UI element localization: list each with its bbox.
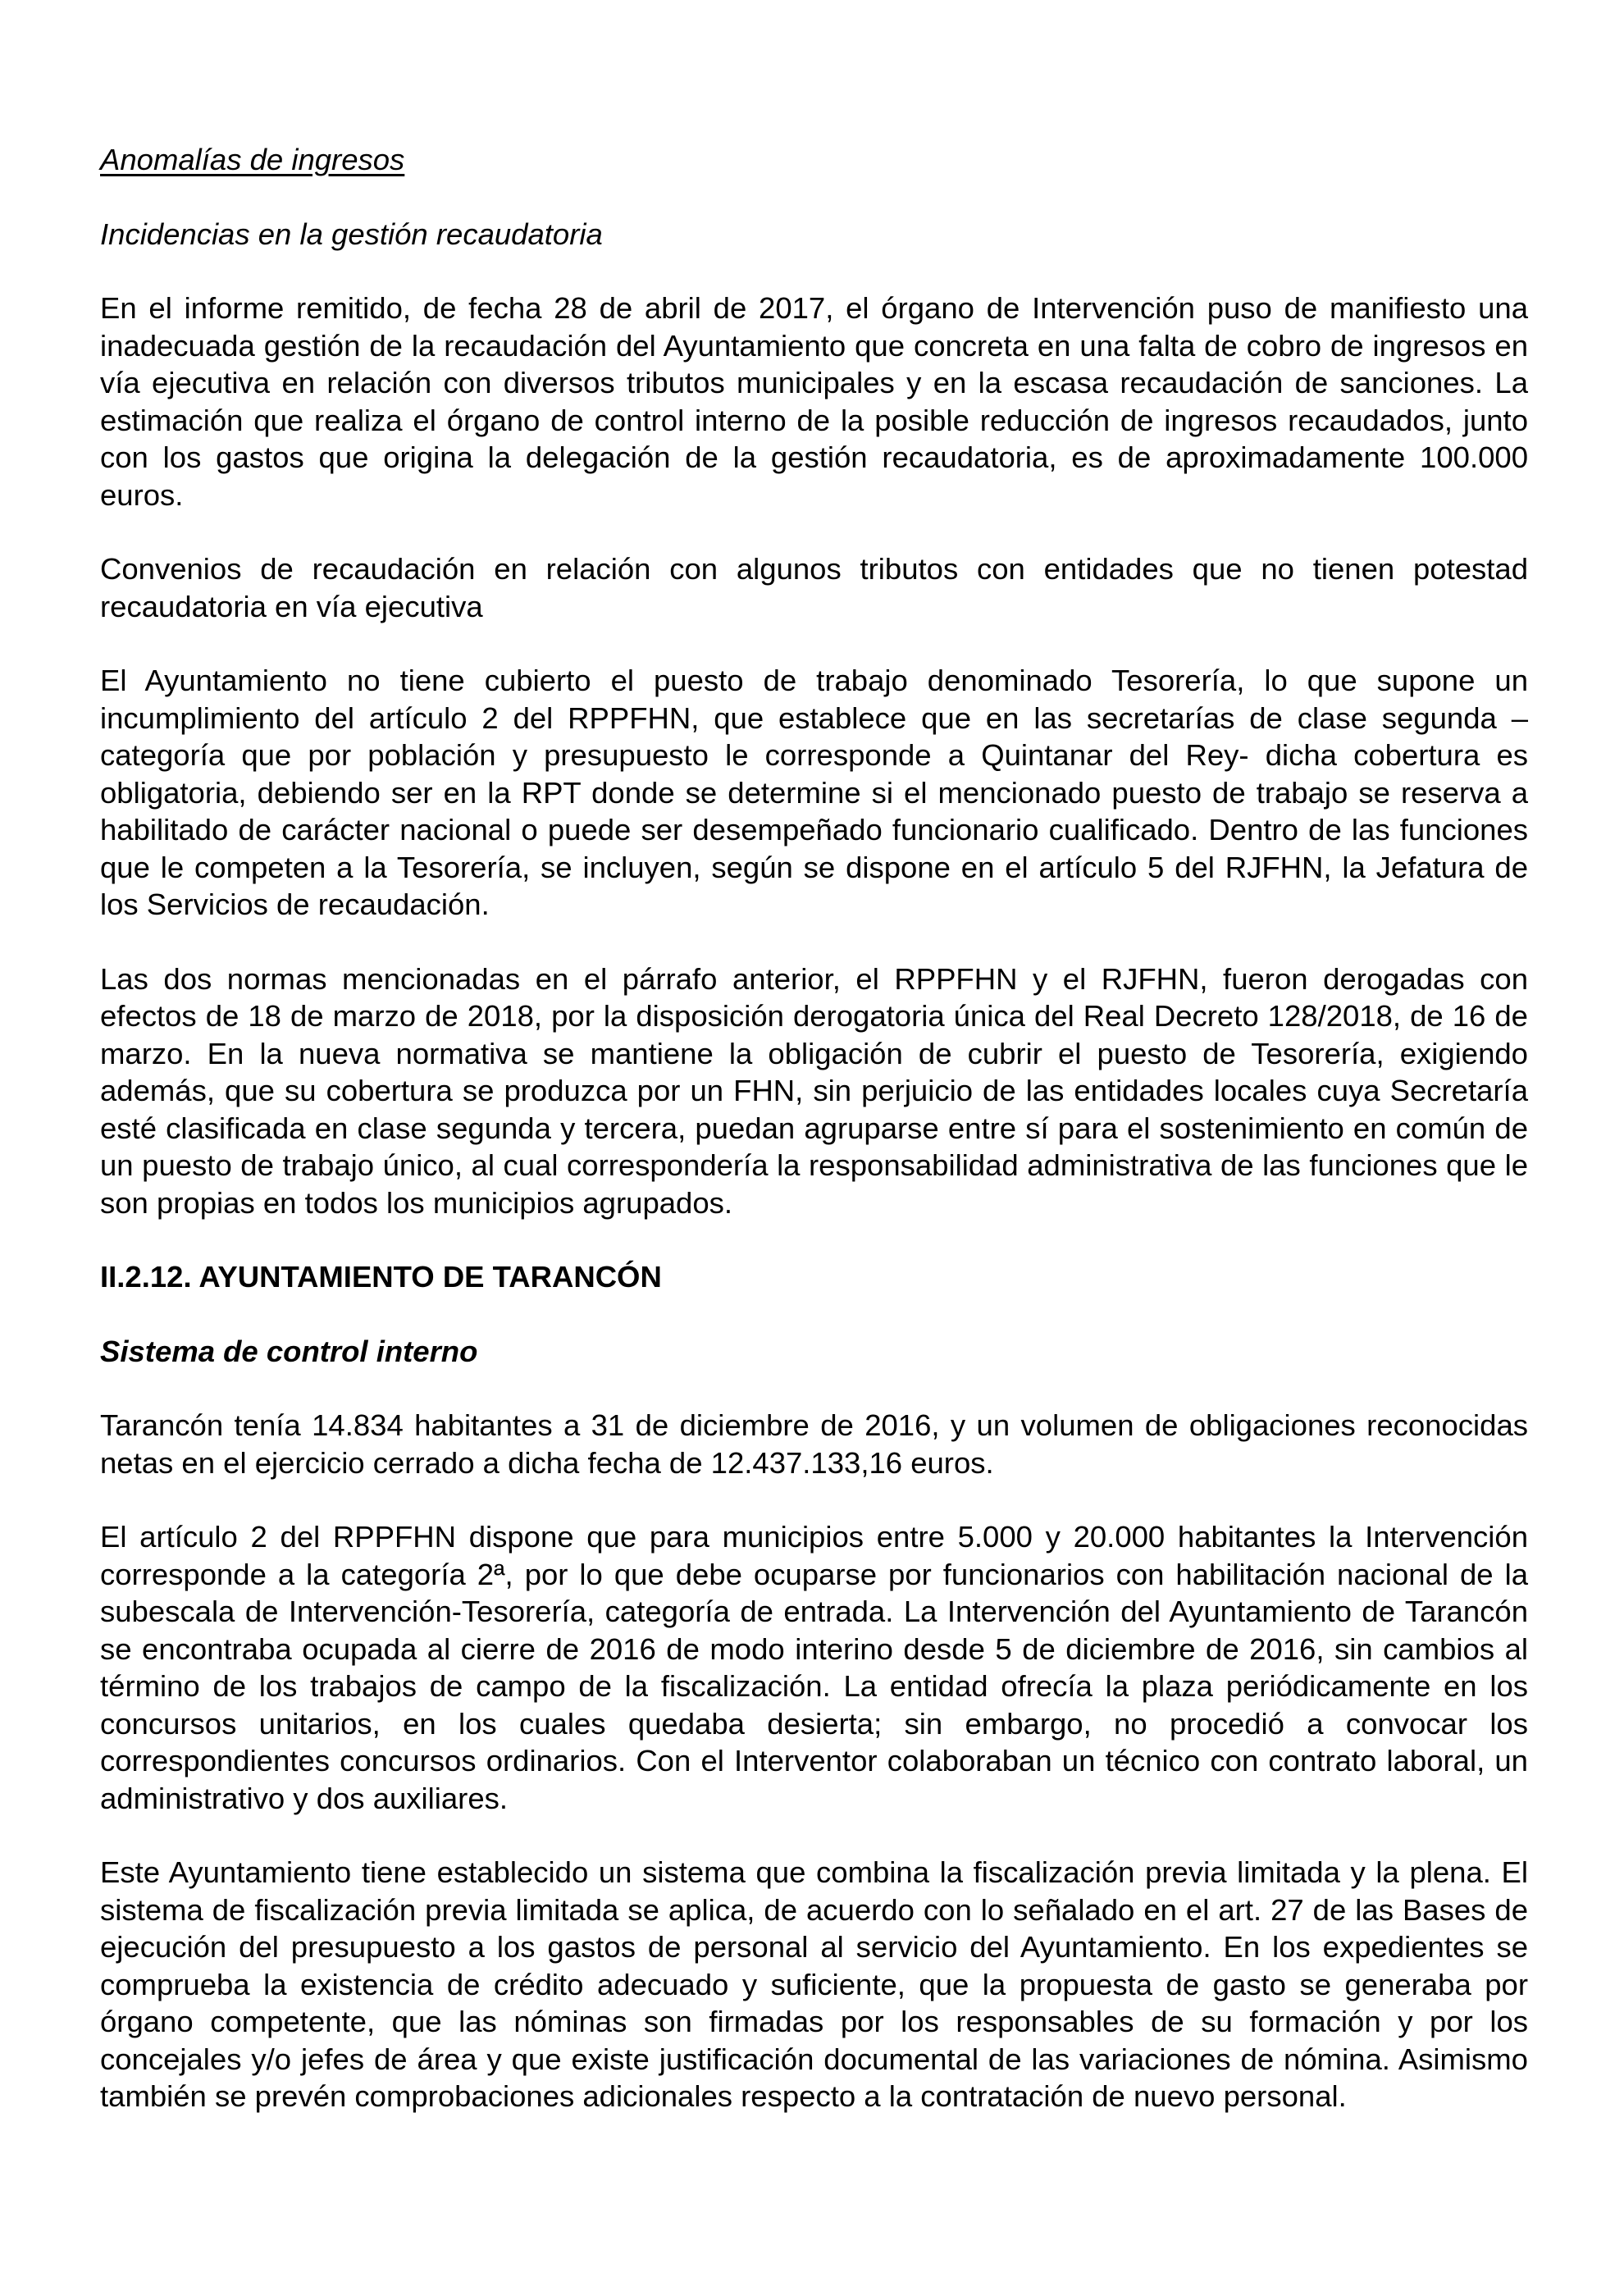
paragraph-habitantes: Tarancón tenía 14.834 habitantes a 31 de diciembre de 2016, y un volumen de obligaciones reconocidas netas en el ejercicio cerrado a dicha fecha de 12.437.133,16 euros.: [100, 1408, 1528, 1480]
paragraph-normas-derogadas: Las dos normas mencionadas en el párrafo anterior, el RPPFHN y el RJFHN, fueron derogadas con efectos de 18 de marzo de 2018, por la disposición derogatoria única del Real Decreto 128/2018, de 16 de marzo. En la nueva normativa se mantiene la obligación de cubrir el puesto de Tesorería, exigiendo además, que su cobertura se produzca por un FHN, sin perjuicio de las entidades locales cuya Secretaría esté clasificada en clase segunda y tercera, puedan agruparse entre sí para el sostenimiento en común de un puesto de trabajo único, al cual correspondería la responsabilidad administrativa de las funciones que le son propias en todos los municipios agrupados.: [100, 961, 1528, 1220]
paragraph-puesto-tesoreria: El Ayuntamiento no tiene cubierto el puesto de trabajo denominado Tesorería, lo que supone un incumplimiento del artículo 2 del RPPFHN, que establece que en las secretarías de clase segunda –categoría que por población y presupuesto le corresponde a Quintanar del Rey- dicha cobertura es obligatoria, debiendo ser en la RPT donde se determine si el mencionado puesto de trabajo se reserva a habilitado de carácter nacional o puede ser desempeñado funcionario cualificado. Dentro de las funciones que le competen a la Tesorería, se incluyen, según se dispone en el artículo 5 del RJFHN, la Jefatura de los Servicios de recaudación.: [100, 664, 1528, 921]
heading-incidencias-gestion-recaudatoria: Incidencias en la gestión recaudatoria: [100, 217, 603, 251]
document-page: [100, 141, 1528, 2115]
heading-anomalias-de-ingresos: Anomalías de ingresos: [100, 143, 405, 176]
paragraph-sistema-fiscalizacion: Este Ayuntamiento tiene establecido un sistema que combina la fiscalización previa limitada y la plena. El sistema de fiscalización previa limitada se aplica, de acuerdo con lo señalado en el art. 27 de las Bases de ejecución del presupuesto a los gastos de personal al servicio del Ayuntamiento. En los expedientes se comprueba la existencia de crédito adecuado y suficiente, que la propuesta de gasto se generaba por órgano competente, que las nóminas son firmadas por los responsables de su formación y por los concejales y/o jefes de área y que existe justificación documental de las variaciones de nómina. Asimismo también se prevén comprobaciones adicionales respecto a la contratación de nuevo personal.: [100, 1855, 1528, 2113]
paragraph-informe-intervencion: En el informe remitido, de fecha 28 de abril de 2017, el órgano de Intervención puso de manifiesto una inadecuada gestión de la recaudación del Ayuntamiento que concreta en una falta de cobro de ingresos en vía ejecutiva en relación con diversos tributos municipales y en la escasa recaudación de sanciones. La estimación que realiza el órgano de control interno de la posible reducción de ingresos recaudados, junto con los gastos que origina la delegación de la gestión recaudatoria, es de aproximadamente 100.000 euros.: [100, 291, 1528, 512]
subsection-title-control-interno: Sistema de control interno: [100, 1334, 478, 1368]
section-title-ayuntamiento-tarancon: II.2.12. AYUNTAMIENTO DE TARANCÓN: [100, 1260, 662, 1294]
paragraph-articulo-2-rppfhn: El artículo 2 del RPPFHN dispone que para municipios entre 5.000 y 20.000 habitantes la Intervención corresponde a la categoría 2ª, por lo que debe ocuparse por funcionarios con habilitación nacional de la subescala de Intervención-Tesorería, categoría de entrada. La Intervención del Ayuntamiento de Tarancón se encontraba ocupada al cierre de 2016 de modo interino desde 5 de diciembre de 2016, sin cambios al término de los trabajos de campo de la fiscalización. La entidad ofrecía la plaza periódicamente en los concursos unitarios, en los cuales quedaba desierta; sin embargo, no procedió a convocar los correspondientes concursos ordinarios. Con el Interventor colaboraban un técnico con contrato laboral, un administrativo y dos auxiliares.: [100, 1520, 1528, 1815]
paragraph-convenios-recaudacion: Convenios de recaudación en relación con algunos tributos con entidades que no tienen potestad recaudatoria en vía ejecutiva: [100, 552, 1528, 623]
